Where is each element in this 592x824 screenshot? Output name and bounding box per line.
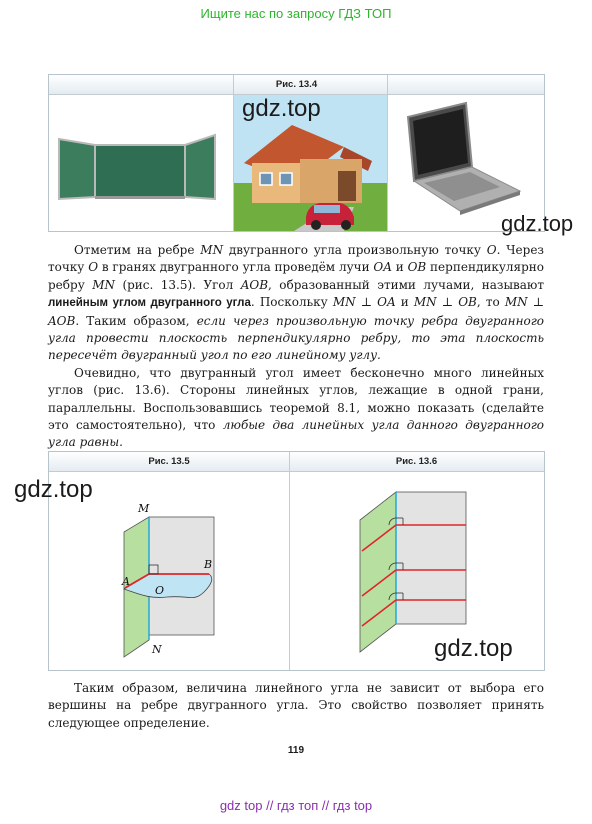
watermark-3: gdz.top xyxy=(14,476,93,503)
header-link[interactable]: Ищите нас по запросу ГДЗ ТОП xyxy=(200,6,392,21)
label-n: N xyxy=(152,643,162,656)
body-text-lower xyxy=(48,680,544,732)
label-a: A xyxy=(122,575,130,588)
watermark-1: gdz.top xyxy=(242,95,321,122)
body-text-upper xyxy=(48,242,544,452)
footer-link[interactable]: gdz top // гдз топ // гдз top xyxy=(219,798,373,813)
label-m: M xyxy=(138,502,150,515)
label-b: B xyxy=(204,558,213,571)
blackboard-illustration xyxy=(49,95,233,231)
label-o: O xyxy=(155,584,165,597)
paragraph-3: Таким образом, величина линейного угла не зависит от выбора его вершины на ребре двугранного угла. Это свойство позволяет принять следующее определение. xyxy=(48,681,544,730)
page-number: 119 xyxy=(287,745,305,756)
watermark-4: gdz.top xyxy=(434,635,513,662)
figure-13-6-caption: Рис. 13.6 xyxy=(395,456,438,467)
paragraph-2: Очевидно, что двугранный угол имеет бесконечно много линейных углов (рис. 13.6). Стороны линейных углов, лежащие в одной грани, параллельны. Воспользовавшись теоремой 8.1, можно показать (сделайте это самостоятельно), что любые два линейных угла данного двугранного угла равны. xyxy=(48,365,545,450)
watermark-2: gdz.top xyxy=(501,211,574,236)
defined-term: линейным углом двугранного угла xyxy=(48,297,251,310)
figure-13-5-caption: Рис. 13.5 xyxy=(148,456,190,467)
figure-13-4-caption: Рис. 13.4 xyxy=(49,75,544,95)
paragraph-1: Отметим на ребре MN двугранного угла произвольную точку O. Через точку O в гранях двугранного угла проведём лучи OA и OB перпендикулярно ребру MN (рис. 13.5). Угол AOB, образованный этими лучами, называют линейным углом двугранного угла. Поскольку MN ⊥ OA и MN ⊥ OB, то MN ⊥ AOB. Таким образом, если через произвольную точку ребра двугранного угла провести плоскость перпендикулярно ребру, то эта плоскость пересечёт двугранный угол по его линейному углу. xyxy=(48,243,545,363)
